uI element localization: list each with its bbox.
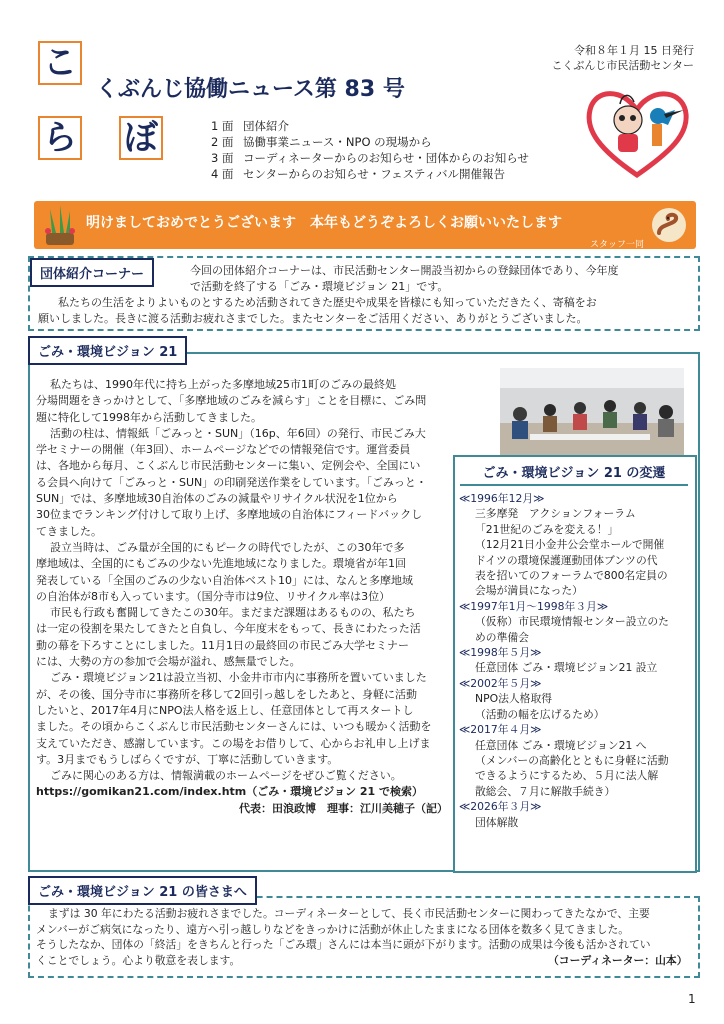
history-entry: [459, 645, 694, 676]
text-line: （メンバーの高齢化とともに身軽に活動: [475, 753, 669, 767]
text-line: メンバーがご病気になったり、遠方へ引っ越しりなどをきっかけに活動が休止したままになる団体を数多く見てきました。: [36, 922, 630, 936]
text-line: 学セミナーの開催（年3回）、ホームページなどでの情報発信です。運営委員: [36, 443, 411, 457]
history-date: ≪2002年５月≫: [459, 676, 542, 690]
history-date: ≪1997年1月～1998年３月≫: [459, 599, 609, 613]
message-heading: ごみ・環境ビジョン 21 の皆さまへ: [28, 876, 257, 905]
article-body: [36, 377, 448, 817]
text-line: めの準備会: [475, 630, 529, 644]
text-line: ごみ・環境ビジョン21は設立当初、小金井市市内に事務所を置いていました: [50, 671, 427, 685]
article-heading: ごみ・環境ビジョン 21: [28, 336, 187, 365]
text-line: （活動の幅を広げるため）: [475, 707, 605, 721]
table-of-contents: [211, 118, 529, 182]
text-line: には、大勢の方の参加で会場が溢れ、感無量でした。: [36, 655, 301, 669]
text-line: 願いしました。長きに渡る活動お疲れさまでした。またセンターをご活用ください、ありがとうございました。: [38, 312, 588, 326]
text-line: そうしたなか、団体の「終活」をきちんと行った「ごみ環」さんには本当に頭が下がります。活動の成果は今後も活かされてい: [36, 938, 651, 951]
article-signature: 代表：田浪政博 理事：江川美穂子（記）: [239, 801, 448, 815]
text-line: 活動の柱は、情報紙「ごみっと・SUN」（16p、年6回）の発行、市民ごみ大: [50, 426, 426, 440]
text-line: ドイツの環境保護運動団体ブンツの代: [475, 553, 658, 567]
text-line: 分場問題をきっかけとして、「多摩地域のごみを減らす」ことを目標に、ごみ問: [36, 394, 427, 408]
history-date: ≪1996年12月≫: [459, 492, 545, 505]
text-line: 団体解散: [475, 815, 519, 829]
history-entry: [459, 676, 694, 722]
text-line: 任意団体 ごみ・環境ビジョン21 設立: [475, 661, 658, 675]
masthead-title: くぶんじ協働ニュース第 83 号: [96, 77, 405, 102]
banner-text: 明けましておめでとうございます 本年もどうぞよろしくお願いいたします: [86, 215, 562, 231]
text-line: 「21世紀のごみを変える！」: [475, 522, 619, 536]
publication-org: こくぶんじ市民活動センター: [551, 59, 694, 72]
page-number: 1: [688, 992, 696, 1006]
text-line: 市民も行政も奮闘してきたこの30年。まだまだ課題はあるものの、私たち: [50, 606, 416, 620]
text-line: 表を招いてのフォーラムで800名定員の: [475, 569, 668, 583]
publication-date: 令和８年１月 15 日発行: [574, 44, 694, 57]
text-line: 題に特化して1998年から活動してきました。: [36, 410, 262, 424]
text-line: 発表している「全国のごみの少ない自治体ベスト10」には、なんと多摩地域: [36, 573, 413, 587]
text-line: は、各地から毎月、こくぶんじ市民活動センターに集い、定例会や、全国にい: [36, 459, 421, 473]
text-line: 私たちは、1990年代に持ち上がった多摩地域25市1町のごみの最終処: [50, 378, 396, 391]
logo-char-ko: こ: [38, 41, 82, 85]
text-line: 私たちの生活をよりよいものとするため活動されてきた歴史や成果を皆様にも知っていただきたく、寄稿をお: [58, 296, 597, 309]
kadomatsu-icon: [40, 203, 80, 247]
text-line: 摩地域は、全国的にもごみの少ない先進地域になりました。環境省が年1回: [36, 557, 406, 571]
history-date: ≪2026年３月≫: [459, 800, 542, 814]
text-line: 30位までランキング付けして取り上げ、多摩地域の自治体にフィードバックし: [36, 508, 423, 522]
text-line: ました。その頃からこくぶんじ市民活動センターさんには、いつも暖かく活動を: [36, 720, 432, 734]
text-line: 今回の団体紹介コーナーは、市民活動センター開設当初からの登録団体であり、今年度: [190, 264, 619, 277]
banner-signature: スタッフ一同: [590, 240, 645, 250]
toc-item: 4 面 センターからのお知らせ・フェスティバル開催報告: [211, 167, 505, 181]
mascot-illustration: [580, 80, 695, 180]
text-line: の自治体が8市も入っています。（国分寺市は9位、リサイクル率は3位）: [36, 589, 391, 603]
toc-item: 2 面 協働事業ニュース・NPO の現場から: [211, 135, 432, 149]
history-list: [459, 491, 694, 830]
history-entry: [459, 722, 694, 799]
text-line: 会場が満員になった）: [475, 584, 583, 598]
text-line: が、その後、国分寺市に事務所を移して2回引っ越しをしたあと、身軽に活動: [36, 687, 417, 701]
text-line: てきました。: [36, 524, 102, 538]
text-line: で活動を終了する「ごみ・環境ビジョン 21」です。: [190, 280, 449, 294]
toc-item: 1 面 団体紹介: [211, 119, 289, 133]
history-date: ≪1998年５月≫: [459, 646, 542, 660]
history-title: ごみ・環境ビジョン 21 の変遷: [460, 462, 688, 486]
history-entry: [459, 799, 694, 830]
text-line: る会員へ向けて「ごみっと・SUN」の印刷発送作業をしています。「ごみっと・: [36, 475, 427, 489]
text-line: す。3月までもうしばらくですが、丁寧に活動していきます。: [36, 752, 339, 766]
text-line: （12月21日小金井公会堂ホールで開催: [475, 538, 665, 552]
text-line: は一定の役割を果たしてきたと自負し、今年度末をもって、長きにわたった活: [36, 622, 421, 636]
snake-icon: [650, 207, 688, 243]
text-line: 任意団体 ごみ・環境ビジョン21 へ: [475, 738, 647, 752]
text-line: SUN」では、多摩地域30自治体のごみの減量やリサイクル状況を1位から: [36, 492, 398, 506]
history-date: ≪2017年４月≫: [459, 723, 542, 737]
text-line: くことでしょう。心より敬意を表します。: [36, 953, 241, 967]
website-link: https://gomikan21.com/index.htm（ごみ・環境ビジョン 21 で検索）: [36, 785, 423, 799]
text-line: まずは 30 年にわたる活動お疲れさまでした。コーディネーターとして、長く市民活動センターに関わってきたなかで、主要: [48, 907, 650, 920]
text-line: したいと、2017年4月にNPO法人格を返上し、任意団体として再スタートし: [36, 703, 414, 717]
intro-text-a: [190, 263, 619, 296]
toc-item: 3 面 コーディネーターからのお知らせ・団体からのお知らせ: [211, 151, 529, 165]
text-line: 三多摩発 アクションフォーラム: [475, 507, 636, 521]
meeting-photo: [500, 368, 684, 456]
text-line: （仮称）市民環境情報センター設立のた: [475, 615, 669, 629]
history-entry: [459, 491, 694, 599]
intro-text-b: [38, 295, 597, 328]
text-line: 支えていただき、感謝しています。この場をお借りして、心からお礼申し上げま: [36, 736, 431, 750]
logo-char-bo: ぼ: [119, 116, 163, 160]
logo-char-ra: ら: [38, 116, 82, 160]
message-signature: （コーディネーター：山本）: [548, 954, 688, 967]
intro-heading: 団体紹介コーナー: [30, 258, 154, 287]
text-line: ごみに関心のある方は、情報満載のホームページをぜひご覧ください。: [50, 769, 402, 783]
text-line: できるようにするため、５月に法人解: [475, 769, 659, 783]
text-line: 動の幕を下ろすことにしました。11月1日の最終回の市民ごみ大学セミナー: [36, 638, 409, 652]
text-line: 散総会、７月に解散手続き）: [475, 784, 616, 798]
text-line: NPO法人格取得: [475, 692, 553, 706]
text-line: 設立当時は、ごみ量が全国的にもピークの時代でしたが、この30年で多: [50, 540, 405, 554]
history-entry: [459, 599, 694, 645]
